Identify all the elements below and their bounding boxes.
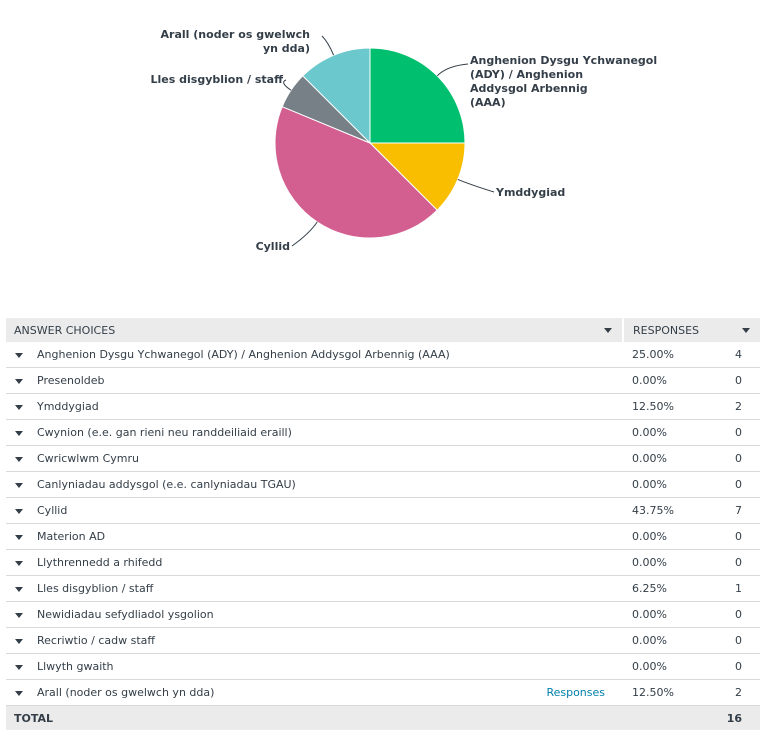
answer-choices-header-label: ANSWER CHOICES xyxy=(14,323,116,337)
answer-choice-label: Materion AD xyxy=(37,530,106,543)
leader-line xyxy=(292,222,317,246)
expand-caret-icon[interactable] xyxy=(15,431,23,436)
responses-link-cell xyxy=(532,602,623,628)
slice-label-line: yn dda) xyxy=(262,42,310,55)
answer-choice-cell xyxy=(6,446,532,472)
answer-choice-cell xyxy=(6,654,532,680)
answer-choice-cell xyxy=(6,628,532,654)
sort-dropdown-icon[interactable] xyxy=(604,328,612,333)
answer-choice-cell xyxy=(6,576,532,602)
table-row xyxy=(6,602,760,628)
expand-caret-icon[interactable] xyxy=(15,483,23,488)
responses-link-cell xyxy=(532,576,623,602)
expand-caret-icon[interactable] xyxy=(15,613,23,618)
expand-caret-icon[interactable] xyxy=(15,561,23,566)
response-count: 0 xyxy=(702,368,760,394)
response-percent: 25.00% xyxy=(623,342,702,368)
slice-label-line: Arall (noder os gwelwch xyxy=(160,28,310,41)
responses-link-cell xyxy=(532,446,623,472)
answer-choice-label: Llwyth gwaith xyxy=(37,660,114,673)
answer-choice-label: Lles disgyblion / staff xyxy=(37,582,154,595)
response-percent: 0.00% xyxy=(623,628,702,654)
table-row xyxy=(6,446,760,472)
responses-link-cell xyxy=(532,680,623,706)
answer-choices-header[interactable] xyxy=(6,318,623,342)
responses-header[interactable] xyxy=(623,318,760,342)
table-row xyxy=(6,368,760,394)
response-count: 1 xyxy=(702,576,760,602)
slice-label-line: (AAA) xyxy=(470,96,506,109)
response-count: 0 xyxy=(702,472,760,498)
expand-caret-icon[interactable] xyxy=(15,587,23,592)
table-row xyxy=(6,654,760,680)
table-row xyxy=(6,524,760,550)
answer-choice-cell xyxy=(6,472,532,498)
response-count: 0 xyxy=(702,420,760,446)
answer-choice-label: Anghenion Dysgu Ychwanegol (ADY) / Anghenion Addysgol Arbennig (AAA) xyxy=(37,348,450,361)
table-row xyxy=(6,342,760,368)
table-row xyxy=(6,628,760,654)
answer-choice-cell xyxy=(6,550,532,576)
sort-dropdown-icon[interactable] xyxy=(742,328,750,333)
answer-choice-label: Ymddygiad xyxy=(37,400,99,413)
answer-choice-label: Llythrennedd a rhifedd xyxy=(37,556,163,569)
responses-link[interactable]: Responses xyxy=(546,686,605,699)
answer-choice-label: Cyllid xyxy=(37,504,68,517)
response-count: 0 xyxy=(702,602,760,628)
responses-link-cell xyxy=(532,550,623,576)
answer-choice-label: Cwynion (e.e. gan rieni neu randdeiliaid eraill) xyxy=(37,426,292,439)
total-value: 16 xyxy=(702,706,760,731)
table-row xyxy=(6,550,760,576)
expand-caret-icon[interactable] xyxy=(15,353,23,358)
responses-link-cell xyxy=(532,472,623,498)
response-count: 0 xyxy=(702,550,760,576)
answer-choice-label: Newidiadau sefydliadol ysgolion xyxy=(37,608,214,621)
answer-choice-cell xyxy=(6,602,532,628)
response-percent: 12.50% xyxy=(623,680,702,706)
leader-line xyxy=(437,64,468,76)
response-percent: 0.00% xyxy=(623,550,702,576)
slice-label-line: Anghenion Dysgu Ychwanegol xyxy=(470,54,658,67)
response-percent: 0.00% xyxy=(623,420,702,446)
responses-link-cell xyxy=(532,394,623,420)
answer-choice-cell xyxy=(6,342,532,368)
answer-choice-label: Recriwtio / cadw staff xyxy=(37,634,155,647)
slice-label-line: Cyllid xyxy=(255,240,290,253)
expand-caret-icon[interactable] xyxy=(15,457,23,462)
slice-label-line: (ADY) / Anghenion xyxy=(470,68,584,81)
slice-label xyxy=(470,54,657,109)
expand-caret-icon[interactable] xyxy=(15,691,23,696)
expand-caret-icon[interactable] xyxy=(15,379,23,384)
answer-choice-label: Presenoldeb xyxy=(37,374,105,387)
expand-caret-icon[interactable] xyxy=(15,535,23,540)
response-count: 7 xyxy=(702,498,760,524)
response-percent: 43.75% xyxy=(623,498,702,524)
response-count: 0 xyxy=(702,524,760,550)
table-header-row xyxy=(6,318,760,342)
response-percent: 0.00% xyxy=(623,446,702,472)
table-row xyxy=(6,420,760,446)
total-label: TOTAL xyxy=(6,706,702,731)
answer-choice-cell xyxy=(6,498,532,524)
slice-label-line: Ymddygiad xyxy=(496,186,566,199)
responses-link-cell xyxy=(532,498,623,524)
slice-label xyxy=(151,73,284,86)
responses-link-cell xyxy=(532,368,623,394)
expand-caret-icon[interactable] xyxy=(15,639,23,644)
slice-label xyxy=(256,240,290,253)
answer-choice-cell xyxy=(6,420,532,446)
response-count: 4 xyxy=(702,342,760,368)
response-count: 2 xyxy=(702,680,760,706)
response-count: 0 xyxy=(702,628,760,654)
table-row xyxy=(6,576,760,602)
expand-caret-icon[interactable] xyxy=(15,405,23,410)
response-percent: 12.50% xyxy=(623,394,702,420)
results-table xyxy=(6,318,760,730)
slice-label xyxy=(161,28,310,55)
answer-choice-cell xyxy=(6,394,532,420)
responses-link-cell xyxy=(532,420,623,446)
table-row xyxy=(6,498,760,524)
response-count: 0 xyxy=(702,654,760,680)
leader-line xyxy=(284,80,291,90)
slice-label-line: Addysgol Arbennig xyxy=(470,82,588,95)
table-row xyxy=(6,472,760,498)
answer-choice-label: Cwricwlwm Cymru xyxy=(37,452,139,465)
response-percent: 0.00% xyxy=(623,472,702,498)
leader-line xyxy=(322,36,334,55)
leader-line xyxy=(458,179,494,192)
pie-chart xyxy=(0,0,773,300)
slice-label-line: Lles disgyblion / staff xyxy=(150,73,283,86)
responses-link-cell xyxy=(532,524,623,550)
response-count: 2 xyxy=(702,394,760,420)
answer-choice-label: Arall (noder os gwelwch yn dda) xyxy=(37,686,215,699)
response-percent: 0.00% xyxy=(623,654,702,680)
response-count: 0 xyxy=(702,446,760,472)
table-row xyxy=(6,394,760,420)
responses-header-label: RESPONSES xyxy=(633,323,700,337)
slice-label xyxy=(495,186,565,199)
response-percent: 0.00% xyxy=(623,602,702,628)
responses-link-cell xyxy=(532,628,623,654)
response-percent: 0.00% xyxy=(623,368,702,394)
response-percent: 6.25% xyxy=(623,576,702,602)
pie-slice[interactable] xyxy=(370,48,465,143)
expand-caret-icon[interactable] xyxy=(15,509,23,514)
answer-choice-cell xyxy=(6,368,532,394)
expand-caret-icon[interactable] xyxy=(15,665,23,670)
answer-choice-cell xyxy=(6,524,532,550)
answer-choice-label: Canlyniadau addysgol (e.e. canlyniadau TGAU) xyxy=(37,478,296,491)
total-row xyxy=(6,706,760,731)
response-percent: 0.00% xyxy=(623,524,702,550)
responses-link-cell xyxy=(532,342,623,368)
table-row xyxy=(6,680,760,706)
answer-choice-cell xyxy=(6,680,532,706)
responses-link-cell xyxy=(532,654,623,680)
